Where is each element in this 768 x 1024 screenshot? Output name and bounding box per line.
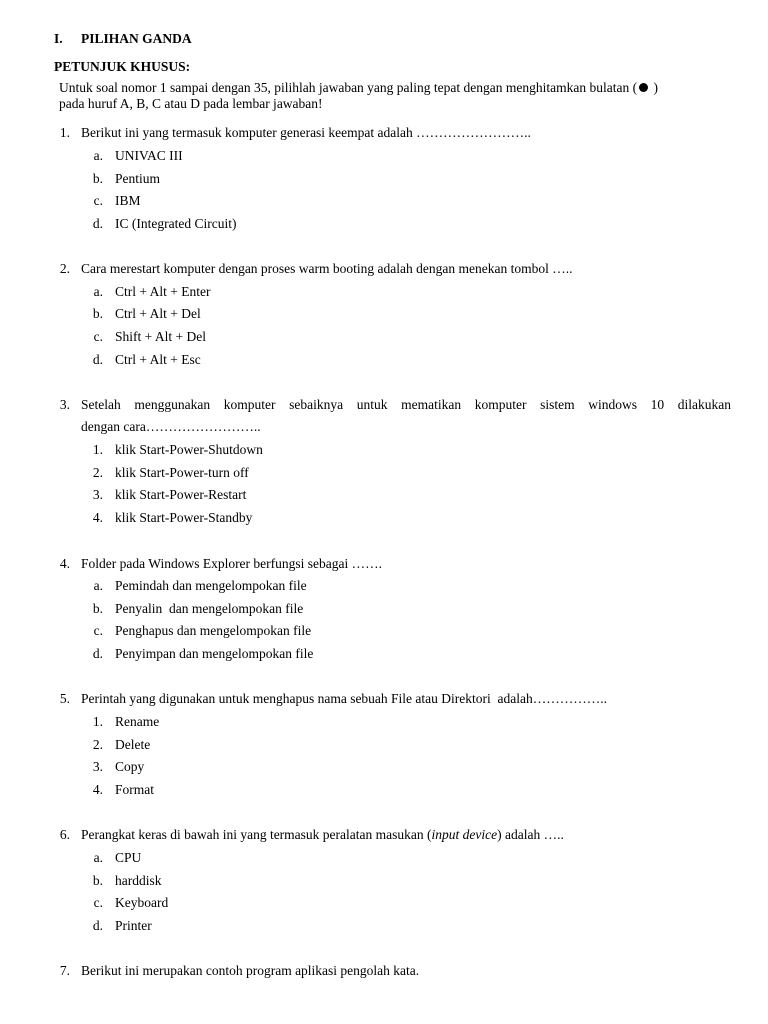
option-text: Ctrl + Alt + Del — [115, 306, 201, 321]
option-marker: a. — [93, 578, 103, 593]
option-text: Copy — [115, 759, 145, 774]
option-text: Ctrl + Alt + Enter — [115, 284, 211, 299]
option-marker: b. — [92, 873, 103, 888]
option-text: Penghapus dan mengelompokan file — [115, 623, 312, 638]
question-number: 4. — [59, 556, 70, 571]
filled-circle-icon — [639, 83, 648, 92]
section-number: I. — [54, 31, 63, 46]
option-marker: 2. — [92, 737, 103, 752]
option-marker: 4. — [92, 510, 103, 525]
option-marker: b. — [92, 601, 103, 616]
option-text: klik Start-Power-turn off — [115, 465, 249, 480]
option-marker: 2. — [92, 465, 103, 480]
option-text: klik Start-Power-Shutdown — [115, 442, 263, 457]
option-text: Penyalin dan mengelompokan file — [115, 601, 304, 616]
question-text: Folder pada Windows Explorer berfungsi sebagai ……. — [81, 556, 383, 571]
option-text: IBM — [115, 193, 141, 208]
option-marker: b. — [92, 171, 103, 186]
option-text: klik Start-Power-Restart — [115, 487, 247, 502]
option-marker: c. — [93, 895, 103, 910]
option-marker: d. — [92, 918, 103, 933]
question-text — [81, 827, 564, 843]
option-text: CPU — [115, 850, 142, 865]
instructions-heading: PETUNJUK KHUSUS: — [54, 59, 191, 74]
option-text: IC (Integrated Circuit) — [115, 216, 237, 231]
option-text: klik Start-Power-Standby — [115, 510, 253, 525]
question-text-before: Perangkat keras di bawah ini yang termasuk peralatan masukan ( — [81, 827, 432, 842]
option-marker: a. — [93, 284, 103, 299]
option-text: Keyboard — [115, 895, 169, 910]
question-text-after: ) adalah ….. — [497, 827, 564, 842]
section-title: PILIHAN GANDA — [81, 31, 192, 46]
question-text: Cara merestart komputer dengan proses warm booting adalah dengan menekan tombol ….. — [81, 261, 573, 276]
question-number: 3. — [59, 397, 70, 412]
option-marker: c. — [93, 329, 103, 344]
question-number: 5. — [59, 691, 70, 706]
instructions-line-2: pada huruf A, B, C atau D pada lembar jawaban! — [59, 96, 323, 111]
instructions-text-before: Untuk soal nomor 1 sampai dengan 35, pilihlah jawaban yang paling tepat dengan menghitamkan bulatan ( — [59, 80, 638, 95]
option-text: UNIVAC III — [115, 148, 183, 163]
option-text: Pemindah dan mengelompokan file — [115, 578, 307, 593]
question-number: 2. — [59, 261, 70, 276]
question-number: 6. — [59, 827, 70, 842]
option-text: harddisk — [115, 873, 162, 888]
question-text-line-2: dengan cara…………………….. — [81, 419, 261, 434]
option-text: Delete — [115, 737, 151, 752]
question-text: Perintah yang digunakan untuk menghapus nama sebuah File atau Direktori adalah…………….. — [81, 691, 607, 706]
question-number: 7. — [59, 963, 70, 978]
option-marker: b. — [92, 306, 103, 321]
option-marker: 4. — [92, 782, 103, 797]
instructions-text-after: ) — [650, 80, 658, 95]
question-number: 1. — [59, 125, 70, 140]
option-text: Penyimpan dan mengelompokan file — [115, 646, 314, 661]
option-marker: 3. — [92, 487, 103, 502]
option-marker: d. — [92, 646, 103, 661]
option-marker: d. — [92, 216, 103, 231]
question-text: Berikut ini yang termasuk komputer generasi keempat adalah …………………….. — [81, 125, 531, 140]
option-marker: d. — [92, 352, 103, 367]
option-text: Ctrl + Alt + Esc — [115, 352, 201, 367]
instructions-line-1 — [59, 80, 658, 96]
option-marker: 3. — [92, 759, 103, 774]
question-text-line-1: Setelah menggunakan komputer sebaiknya untuk mematikan komputer sistem windows 10 dilakukan — [81, 397, 731, 412]
question-text-italic: input device — [431, 827, 498, 842]
option-marker: c. — [93, 193, 103, 208]
option-text: Shift + Alt + Del — [115, 329, 206, 344]
option-marker: 1. — [92, 442, 103, 457]
option-text: Rename — [115, 714, 160, 729]
option-marker: a. — [93, 850, 103, 865]
question-text: Berikut ini merupakan contoh program aplikasi pengolah kata. — [81, 963, 420, 978]
option-marker: a. — [93, 148, 103, 163]
option-text: Printer — [115, 918, 152, 933]
option-marker: 1. — [92, 714, 103, 729]
option-marker: c. — [93, 623, 103, 638]
option-text: Pentium — [115, 171, 161, 186]
option-text: Format — [115, 782, 154, 797]
